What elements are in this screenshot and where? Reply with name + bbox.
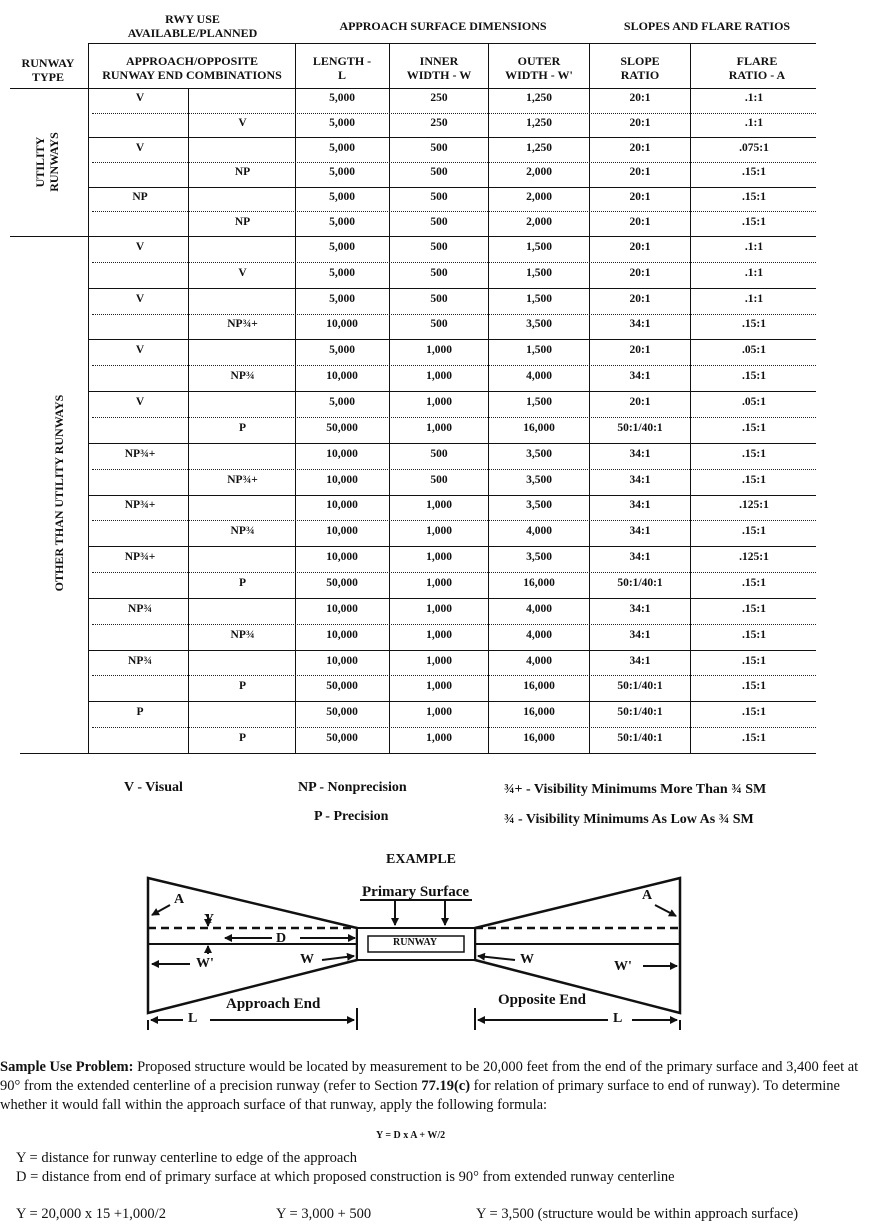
cell-w: 1,000	[426, 602, 452, 615]
cell-s: 20:1	[629, 240, 651, 253]
cell-a: V	[135, 292, 145, 305]
cell-s: 20:1	[629, 141, 651, 154]
label-l-left: L	[188, 1011, 198, 1026]
cell-wo: 1,250	[526, 141, 552, 154]
cell-a: V	[135, 240, 145, 253]
cell-f: .15:1	[742, 602, 766, 615]
cell-wo: 4,000	[526, 654, 552, 667]
cell-w: 500	[430, 240, 448, 253]
cell-a: V	[135, 141, 145, 154]
cell-l: 5,000	[329, 116, 355, 129]
cell-s: 20:1	[629, 215, 651, 228]
cell-w: 1,000	[426, 525, 452, 538]
cell-s: 20:1	[629, 396, 651, 409]
cell-w: 1,000	[426, 628, 452, 641]
cell-l: 50,000	[326, 576, 358, 589]
label-opposite-end: Opposite End	[498, 992, 586, 1008]
cell-wo: 3,500	[526, 473, 552, 486]
calc-step-2: Y = 3,000 + 500	[276, 1206, 372, 1222]
cell-b: NP¾	[230, 628, 255, 641]
group-divider	[88, 598, 816, 599]
label-a-right: A	[642, 888, 653, 903]
group-divider	[88, 546, 816, 547]
cell-s: 34:1	[629, 525, 651, 538]
cell-s: 20:1	[629, 266, 651, 279]
cell-l: 5,000	[329, 92, 355, 105]
cell-w: 1,000	[426, 706, 452, 719]
cell-s: 34:1	[629, 602, 651, 615]
cell-s: 20:1	[629, 344, 651, 357]
legend-vis-more: ¾+ - Visibility Minimums More Than ¾ SM	[504, 782, 767, 797]
cell-b: V	[238, 116, 247, 129]
cell-f: .1:1	[744, 116, 764, 129]
cell-l: 10,000	[326, 447, 358, 460]
cell-f: .15:1	[742, 525, 766, 538]
definition-y: Y = distance for runway centerline to edge of the approach	[16, 1150, 357, 1166]
cell-wo: 3,500	[526, 551, 552, 564]
section-utility-runways: UTILITY RUNWAYS	[33, 132, 61, 192]
cell-s: 34:1	[629, 473, 651, 486]
cell-a: NP¾+	[124, 499, 156, 512]
cell-l: 5,000	[329, 166, 355, 179]
cell-s: 34:1	[629, 318, 651, 331]
cell-l: 5,000	[329, 292, 355, 305]
section-reference: 77.19(c)	[421, 1078, 471, 1094]
cell-w: 500	[430, 473, 448, 486]
col-combinations: APPROACH/OPPOSITE RUNWAY END COMBINATIONS	[102, 54, 282, 82]
cell-s: 20:1	[629, 292, 651, 305]
cell-wo: 3,500	[526, 447, 552, 460]
cell-wo: 2,000	[526, 166, 552, 179]
row-divider	[92, 113, 816, 114]
row-divider	[92, 727, 816, 728]
row-divider	[92, 520, 816, 521]
cell-s: 34:1	[629, 447, 651, 460]
cell-f: .125:1	[739, 499, 769, 512]
cell-f: .15:1	[742, 654, 766, 667]
cell-wo: 4,000	[526, 525, 552, 538]
cell-w: 1,000	[426, 396, 452, 409]
cell-s: 34:1	[629, 654, 651, 667]
legend-vis-low: ¾ - Visibility Minimums As Low As ¾ SM	[504, 812, 754, 827]
cell-a: P	[136, 706, 144, 719]
cell-l: 10,000	[326, 525, 358, 538]
row-divider	[92, 572, 816, 573]
cell-b: V	[238, 266, 247, 279]
col-slope-ratio: SLOPE RATIO	[620, 54, 660, 82]
cell-l: 5,000	[329, 240, 355, 253]
label-w-right: W	[520, 952, 534, 967]
cell-wo: 4,000	[526, 602, 552, 615]
group-divider	[88, 443, 816, 444]
cell-f: .15:1	[742, 628, 766, 641]
label-y: Y	[204, 912, 215, 927]
label-l-right: L	[613, 1011, 623, 1026]
cell-f: .1:1	[744, 240, 764, 253]
cell-s: 50:1/40:1	[617, 732, 663, 745]
cell-wo: 4,000	[526, 370, 552, 383]
cell-wo: 16,000	[523, 576, 555, 589]
cell-wo: 16,000	[523, 732, 555, 745]
cell-f: .15:1	[742, 680, 766, 693]
cell-f: .15:1	[742, 732, 766, 745]
legend-precision: P - Precision	[314, 809, 389, 824]
label-d: D	[276, 931, 287, 946]
cell-b: P	[238, 732, 247, 745]
group-divider	[88, 137, 816, 138]
cell-f: .125:1	[739, 551, 769, 564]
example-title: EXAMPLE	[386, 852, 456, 867]
cell-l: 10,000	[326, 370, 358, 383]
sample-problem-text-1: Proposed structure would be located by measurement to be 20,000 feet from the end of the primary surface and 3,400 feet at 90° from the extended centerline of a precision runway (refer to Section	[0, 1059, 859, 1094]
cell-w: 250	[430, 116, 448, 129]
cell-l: 50,000	[326, 732, 358, 745]
cell-wo: 16,000	[523, 421, 555, 434]
col-flare-ratio: FLARE RATIO - A	[728, 54, 786, 82]
cell-f: .15:1	[742, 370, 766, 383]
sample-problem-lead: Sample Use Problem:	[0, 1059, 134, 1075]
cell-s: 50:1/40:1	[617, 421, 663, 434]
col-runway-type: RUNWAY TYPE	[21, 56, 75, 84]
cell-s: 50:1/40:1	[617, 706, 663, 719]
cell-wo: 3,500	[526, 499, 552, 512]
cell-w: 1,000	[426, 421, 452, 434]
cell-s: 20:1	[629, 116, 651, 129]
group-divider	[88, 701, 816, 702]
cell-s: 34:1	[629, 628, 651, 641]
cell-a: NP¾+	[124, 551, 156, 564]
cell-w: 500	[430, 447, 448, 460]
row-divider	[92, 417, 816, 418]
cell-l: 5,000	[329, 215, 355, 228]
label-wp-left: W'	[196, 956, 214, 971]
group-divider	[88, 339, 816, 340]
cell-a: NP¾	[128, 654, 152, 667]
cell-w: 500	[430, 166, 448, 179]
label-a-left: A	[174, 892, 185, 907]
cell-a: V	[135, 396, 145, 409]
group-divider	[88, 187, 816, 188]
row-divider	[92, 262, 816, 263]
cell-w: 1,000	[426, 370, 452, 383]
cell-b: NP	[234, 215, 251, 228]
cell-w: 250	[430, 92, 448, 105]
header-slopes-flare: SLOPES AND FLARE RATIOS	[623, 19, 791, 33]
group-divider	[88, 495, 816, 496]
cell-s: 34:1	[629, 551, 651, 564]
cell-w: 500	[430, 318, 448, 331]
row-divider	[92, 624, 816, 625]
cell-a: V	[135, 344, 145, 357]
cell-w: 1,000	[426, 576, 452, 589]
cell-f: .1:1	[744, 92, 764, 105]
label-w-left: W	[300, 952, 314, 967]
cell-b: NP¾+	[227, 318, 258, 331]
cell-w: 1,000	[426, 551, 452, 564]
col-outer-width: OUTER WIDTH - W'	[505, 54, 573, 82]
cell-w: 500	[430, 190, 448, 203]
cell-wo: 2,000	[526, 215, 552, 228]
cell-l: 10,000	[326, 499, 358, 512]
cell-f: .15:1	[742, 447, 766, 460]
row-divider	[92, 211, 816, 212]
header-rwy-use: RWY USE AVAILABLE/PLANNED	[127, 12, 258, 40]
cell-s: 50:1/40:1	[617, 576, 663, 589]
legend-nonprecision: NP - Nonprecision	[298, 780, 407, 795]
sample-problem-paragraph	[0, 1058, 876, 1115]
cell-s: 34:1	[629, 499, 651, 512]
cell-f: .15:1	[742, 318, 766, 331]
cell-l: 50,000	[326, 706, 358, 719]
cell-f: .15:1	[742, 473, 766, 486]
cell-l: 5,000	[329, 141, 355, 154]
cell-f: .15:1	[742, 190, 766, 203]
cell-a: NP¾	[128, 602, 152, 615]
cell-l: 10,000	[326, 318, 358, 331]
col-inner-width: INNER WIDTH - W	[406, 54, 472, 82]
cell-l: 5,000	[329, 344, 355, 357]
cell-b: NP	[234, 166, 251, 179]
cell-wo: 1,500	[526, 344, 552, 357]
cell-a: NP	[132, 190, 148, 203]
group-divider	[88, 650, 816, 651]
cell-a: NP¾+	[124, 447, 156, 460]
cell-f: .15:1	[742, 576, 766, 589]
cell-l: 5,000	[329, 396, 355, 409]
row-divider	[92, 469, 816, 470]
header-approach-dimensions: APPROACH SURFACE DIMENSIONS	[339, 19, 547, 33]
cell-wo: 1,250	[526, 116, 552, 129]
cell-b: P	[238, 421, 247, 434]
cell-l: 5,000	[329, 266, 355, 279]
cell-l: 50,000	[326, 680, 358, 693]
cell-w: 1,000	[426, 344, 452, 357]
cell-f: .05:1	[742, 344, 766, 357]
sample-problem-text-2: for relation of primary surface to end of runway). To determine whether it would fall within the approach surface of that runway, apply the following formula:	[0, 1078, 840, 1113]
cell-b: P	[238, 576, 247, 589]
section-other-runways: OTHER THAN UTILITY RUNWAYS	[52, 394, 66, 592]
cell-b: NP¾	[230, 525, 255, 538]
cell-wo: 1,500	[526, 266, 552, 279]
label-primary-surface: Primary Surface	[362, 884, 470, 900]
cell-f: .1:1	[744, 292, 764, 305]
calc-step-3: Y = 3,500 (structure would be within approach surface)	[476, 1206, 799, 1222]
cell-f: .15:1	[742, 706, 766, 719]
row-divider	[92, 365, 816, 366]
cell-l: 10,000	[326, 654, 358, 667]
row-divider	[92, 675, 816, 676]
cell-wo: 1,250	[526, 92, 552, 105]
label-approach-end: Approach End	[226, 996, 321, 1012]
cell-wo: 1,500	[526, 292, 552, 305]
cell-s: 20:1	[629, 190, 651, 203]
cell-w: 500	[430, 266, 448, 279]
cell-s: 20:1	[629, 92, 651, 105]
cell-b: NP¾+	[227, 473, 258, 486]
row-divider	[92, 162, 816, 163]
label-runway: RUNWAY	[393, 937, 438, 948]
cell-l: 10,000	[326, 551, 358, 564]
cell-w: 500	[430, 292, 448, 305]
group-divider	[88, 288, 816, 289]
row-divider	[92, 314, 816, 315]
cell-s: 20:1	[629, 166, 651, 179]
cell-f: .15:1	[742, 166, 766, 179]
cell-f: .1:1	[744, 266, 764, 279]
definition-d: D = distance from end of primary surface at which proposed construction is 90° from extended runway centerline	[16, 1169, 675, 1185]
cell-l: 10,000	[326, 628, 358, 641]
cell-l: 10,000	[326, 602, 358, 615]
cell-wo: 16,000	[523, 680, 555, 693]
cell-wo: 1,500	[526, 240, 552, 253]
cell-l: 10,000	[326, 473, 358, 486]
col-length: LENGTH - L	[312, 54, 372, 82]
calc-step-1: Y = 20,000 x 15 +1,000/2	[16, 1206, 166, 1222]
cell-f: .075:1	[739, 141, 769, 154]
cell-w: 500	[430, 215, 448, 228]
cell-f: .05:1	[742, 396, 766, 409]
cell-w: 1,000	[426, 654, 452, 667]
cell-s: 34:1	[629, 370, 651, 383]
cell-b: P	[238, 680, 247, 693]
cell-wo: 1,500	[526, 396, 552, 409]
cell-wo: 4,000	[526, 628, 552, 641]
cell-a: V	[135, 92, 145, 105]
label-wp-right: W'	[614, 959, 632, 974]
legend-visual: V - Visual	[124, 780, 183, 795]
cell-w: 1,000	[426, 680, 452, 693]
cell-l: 50,000	[326, 421, 358, 434]
cell-wo: 3,500	[526, 318, 552, 331]
cell-w: 500	[430, 141, 448, 154]
cell-b: NP¾	[230, 370, 255, 383]
group-divider	[88, 391, 816, 392]
cell-w: 1,000	[426, 499, 452, 512]
cell-wo: 2,000	[526, 190, 552, 203]
cell-wo: 16,000	[523, 706, 555, 719]
cell-f: .15:1	[742, 421, 766, 434]
cell-f: .15:1	[742, 215, 766, 228]
formula: Y = D x A + W/2	[376, 1130, 446, 1141]
cell-l: 5,000	[329, 190, 355, 203]
cell-w: 1,000	[426, 732, 452, 745]
cell-s: 50:1/40:1	[617, 680, 663, 693]
